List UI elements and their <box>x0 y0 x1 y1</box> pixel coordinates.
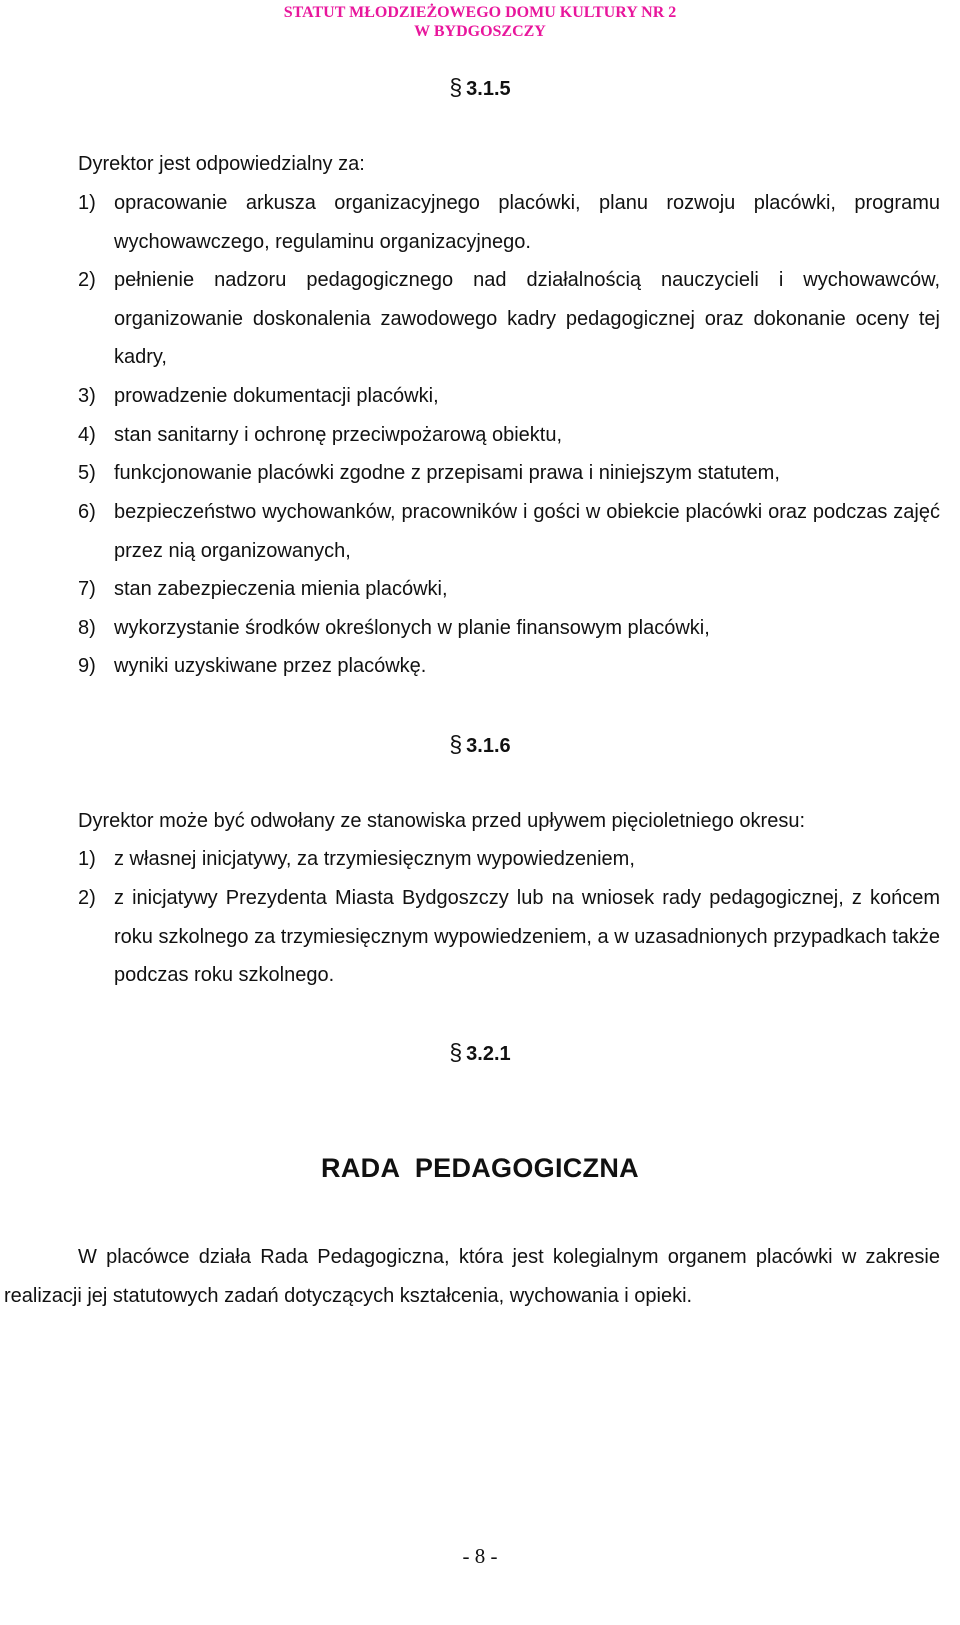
list-item-number: 8) <box>78 617 96 639</box>
list-item <box>78 454 940 493</box>
list-item-text: stan zabezpieczenia mienia placówki, <box>114 578 448 600</box>
list-item <box>78 261 940 377</box>
section-symbol: § <box>449 731 463 757</box>
list-item-text: wyniki uzyskiwane przez placówkę. <box>114 655 427 677</box>
list-item <box>78 184 940 261</box>
list-item-text: wykorzystanie środków określonych w planie finansowym placówki, <box>114 617 710 639</box>
list-item-text: pełnienie nadzoru pedagogicznego nad działalnością nauczycieli i wychowawców, organizowanie doskonalenia zawodowego kadry pedagogicznej oraz dokonanie oceny tej kadry, <box>114 269 940 369</box>
chapter-title: RADA PEDAGOGICZNA <box>321 1153 639 1183</box>
section-intro: Dyrektor może być odwołany ze stanowiska przed upływem pięcioletniego okresu: <box>78 810 806 832</box>
list-item <box>78 840 940 879</box>
list-item-number: 5) <box>78 462 96 484</box>
list-item-text: z własnej inicjatywy, za trzymiesięcznym wypowiedzeniem, <box>114 848 635 870</box>
list-item <box>78 570 940 609</box>
list-item <box>78 647 940 686</box>
section-symbol: § <box>449 74 463 100</box>
section-symbol: § <box>449 1039 463 1065</box>
list-item-number: 4) <box>78 424 96 446</box>
body-paragraph: W placówce działa Rada Pedagogiczna, która jest kolegialnym organem placówki w zakresie realizacji jej statutowych zadań dotyczących kształcenia, wychowania i opieki. <box>4 1246 940 1307</box>
section-intro: Dyrektor jest odpowiedzialny za: <box>78 153 365 175</box>
list-item <box>78 879 940 995</box>
running-header-city: W BYDGOSZCZY <box>414 23 546 40</box>
section-number: 3.2.1 <box>466 1043 511 1065</box>
list-item-text: prowadzenie dokumentacji placówki, <box>114 385 439 407</box>
list-item-number: 6) <box>78 501 96 523</box>
list-item-number: 9) <box>78 655 96 677</box>
list-item <box>78 377 940 416</box>
list-item <box>78 609 940 648</box>
list-item-text: bezpieczeństwo wychowanków, pracowników i gości w obiekcie placówki oraz podczas zajęć przez nią organizowanych, <box>114 501 940 562</box>
list-item <box>78 493 940 570</box>
list-item-text: stan sanitarny i ochronę przeciwpożarową obiektu, <box>114 424 563 446</box>
list-item-number: 2) <box>78 269 96 291</box>
list-item-number: 3) <box>78 385 96 407</box>
list-item <box>78 416 940 455</box>
section-heading-3-2-1 <box>0 1039 960 1066</box>
running-header-title: STATUT MŁODZIEŻOWEGO DOMU KULTURY NR 2 <box>283 4 677 21</box>
list-item-text: funkcjonowanie placówki zgodne z przepisami prawa i niniejszym statutem, <box>114 462 780 484</box>
list-item-number: 2) <box>78 887 96 909</box>
section-heading-3-1-6 <box>0 731 960 758</box>
section-number: 3.1.5 <box>466 78 511 100</box>
list-item-number: 7) <box>78 578 96 600</box>
page-number: - 8 - <box>462 1544 498 1568</box>
section-heading-3-1-5 <box>0 74 960 101</box>
list-item-text: z inicjatywy Prezydenta Miasta Bydgoszczy lub na wniosek rady pedagogicznej, z końcem roku szkolnego za trzymiesięcznym wypowiedzeniem, a w uzasadnionych przypadkach także podczas roku szkolnego. <box>114 887 940 987</box>
list-item-number: 1) <box>78 848 96 870</box>
section-number: 3.1.6 <box>466 735 511 757</box>
list-item-text: opracowanie arkusza organizacyjnego placówki, planu rozwoju placówki, programu wychowawczego, regulaminu organizacyjnego. <box>114 192 940 253</box>
list-item-number: 1) <box>78 192 96 214</box>
